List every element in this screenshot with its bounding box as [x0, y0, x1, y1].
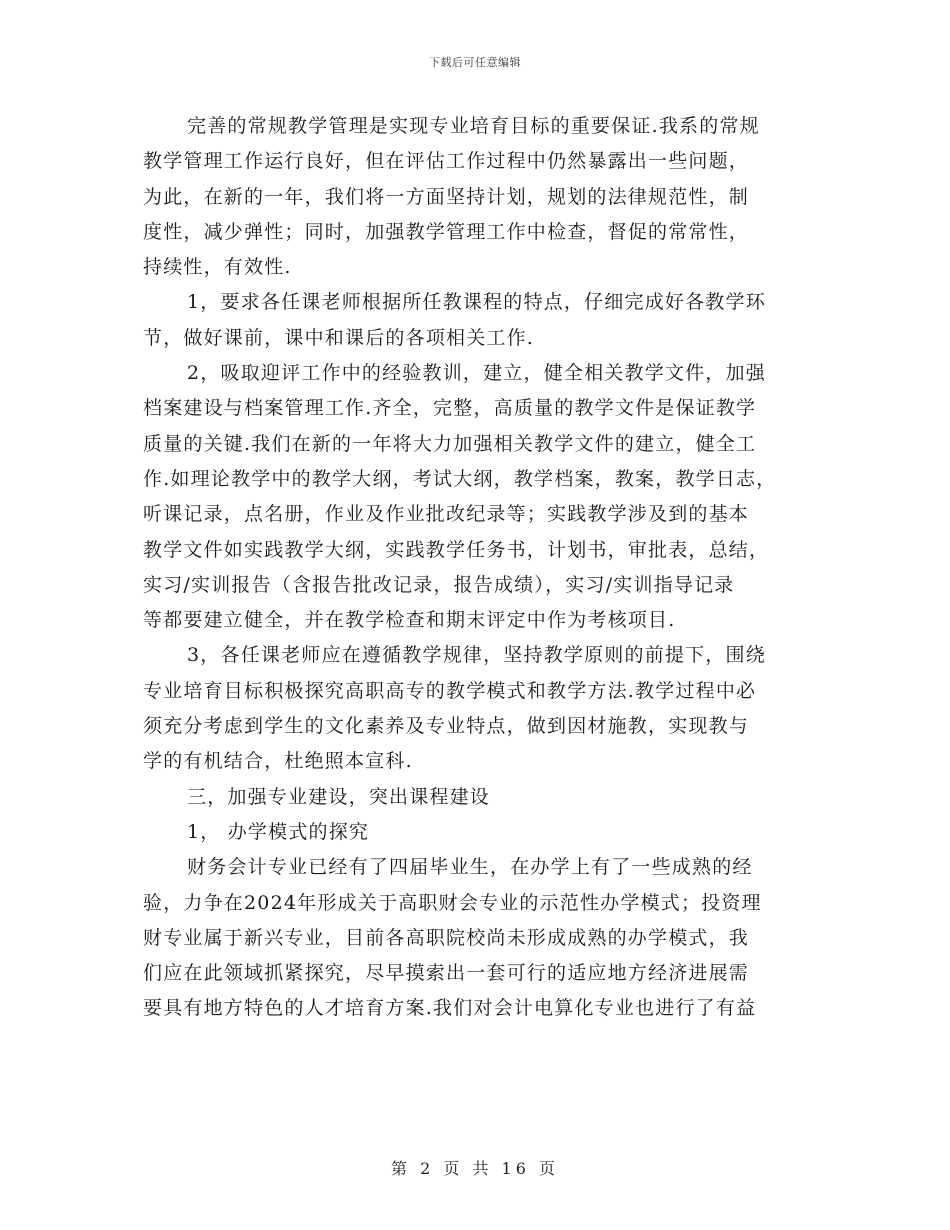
text-line: 质量的关键.我们在新的一年将大力加强相关教学文件的建立，健全工	[143, 432, 757, 455]
page-footer: 第 2 页 共 16 页	[391, 1159, 559, 1178]
text-line: 档案建设与档案管理工作.齐全，完整，高质量的教学文件是保证教学	[143, 397, 757, 420]
text-line: 作.如理论教学中的教学大纲，考试大纲，教学档案，教案，教学日志，	[143, 467, 777, 490]
text-line: 三，加强专业建设，突出课程建设	[187, 785, 491, 808]
text-line: 度性，减少弹性；同时，加强教学管理工作中检查，督促的常常性，	[143, 220, 750, 243]
text-line: 要具有地方特色的人才培育方案.我们对会计电算化专业也进行了有益	[143, 997, 757, 1020]
text-line: 验，力争在2024年形成关于高职财会专业的示范性办学模式；投资理	[143, 891, 762, 914]
text-line: 2，吸取迎评工作中的经验教训，建立，健全相关教学文件，加强	[187, 362, 766, 385]
text-line: 完善的常规教学管理是实现专业培育目标的重要保证.我系的常规	[187, 115, 760, 137]
text-line: 财务会计专业已经有了四届毕业生，在办学上有了一些成熟的经	[187, 856, 753, 879]
text-line: 持续性，有效性.	[143, 256, 292, 279]
text-line: 1，要求各任课老师根据所任教课程的特点，仔细完成好各教学环	[187, 291, 766, 314]
text-line: 实习/实训报告（含报告批改记录，报告成绩），实习/实训指导记录	[143, 573, 735, 596]
text-line: 1， 办学模式的探究	[187, 820, 370, 843]
page-header: 下载后可任意编辑	[429, 56, 521, 69]
text-line: 等都要建立健全，并在教学检查和期末评定中作为考核项目.	[143, 609, 676, 632]
text-line: 财专业属于新兴专业，目前各高职院校尚未形成成熟的办学模式，我	[143, 926, 750, 949]
text-line: 为此，在新的一年，我们将一方面坚持计划，规划的法律规范性，制	[143, 185, 750, 208]
text-line: 3，各任课老师应在遵循教学规律，坚持教学原则的前提下，围绕	[187, 644, 766, 667]
text-line: 学的有机结合，杜绝照本宣科.	[143, 750, 413, 773]
text-line: 听课记录，点名册，作业及作业批改纪录等；实践教学涉及到的基本	[143, 503, 750, 526]
text-line: 们应在此领域抓紧探究，尽早摸索出一套可行的适应地方经济进展需	[143, 962, 750, 985]
text-line: 须充分考虑到学生的文化素养及专业特点，做到因材施教，实现教与	[143, 715, 750, 738]
text-line: 教学管理工作运行良好，但在评估工作过程中仍然暴露出一些问题，	[143, 150, 750, 173]
text-line: 教学文件如实践教学大纲，实践教学任务书，计划书，审批表，总结，	[143, 538, 770, 561]
body-text	[143, 109, 805, 1027]
text-line: 节，做好课前，课中和课后的各项相关工作.	[143, 326, 535, 349]
text-line: 专业培育目标积极探究高职高专的教学模式和教学方法.教学过程中必	[143, 679, 757, 702]
